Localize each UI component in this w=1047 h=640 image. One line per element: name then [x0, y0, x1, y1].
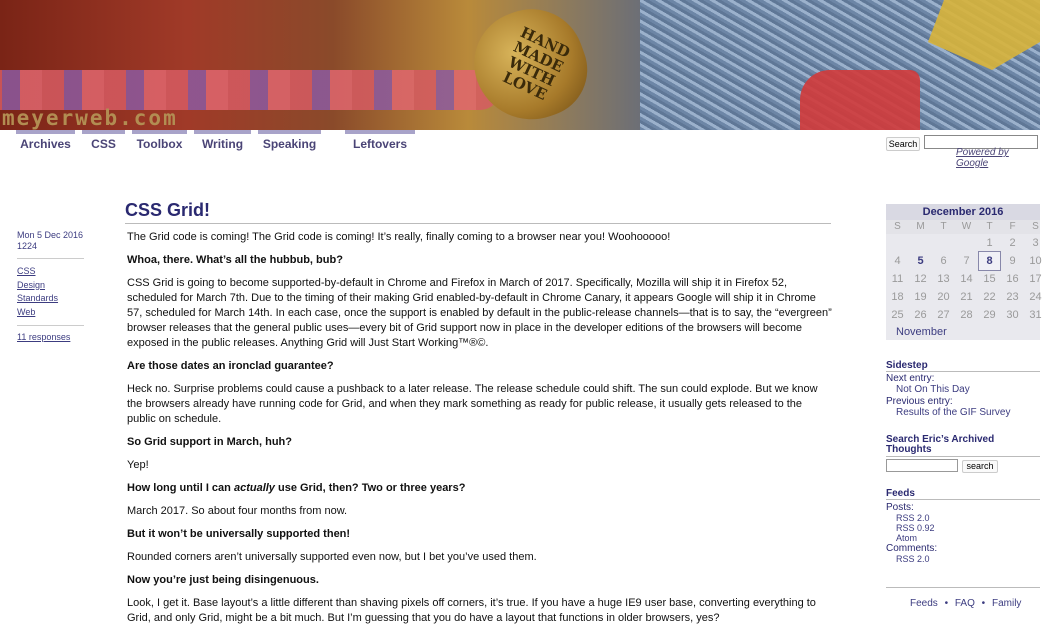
- calendar: [886, 204, 1040, 340]
- footer-separator: •: [981, 598, 986, 609]
- question-heading: Now you’re just being disingenuous.: [127, 574, 319, 586]
- nav-css[interactable]: CSS: [82, 130, 125, 154]
- question-heading: But it won’t be universally supported then!: [127, 528, 351, 540]
- calendar-day: 15: [983, 273, 996, 285]
- question-heading: Are those dates an ironclad guarantee?: [127, 360, 334, 372]
- comments-label: Comments:: [886, 543, 938, 554]
- weekday: S: [894, 221, 901, 232]
- paragraph: Yep!: [127, 459, 149, 471]
- archive-search-input[interactable]: [886, 459, 958, 472]
- feed-link-atom[interactable]: Atom: [896, 533, 918, 543]
- paragraph: CSS Grid is going to become supported-by-default in Chrome and Firefox in March of 2017. Specifically, Mozilla will ship it in Firefox 52, scheduled for March 7th. Due to the timing of their making Grid enabled-by-default in Chrome Canary, it appears Google will ship it in Chrome 57, scheduled for March 14th. In each case, once the support is enabled by default in the public-release channels—that is to say, the “evergreen” browser releases that the general public uses—every bit of Grid support now in place in the developer editions of the browsers will become exposed in the public releases. Anything Grid will Just Start Working™®©.: [127, 277, 832, 349]
- calendar-day: 24: [1029, 291, 1042, 303]
- calendar-day: 20: [937, 291, 950, 303]
- calendar-day: 14: [960, 273, 973, 285]
- feed-link-rss092[interactable]: RSS 0.92: [896, 523, 935, 533]
- site-banner: [0, 0, 1040, 130]
- comments-feed-link[interactable]: RSS 2.0: [896, 554, 930, 564]
- banner-heart-tag: [460, 0, 601, 135]
- post-time: 1224: [17, 241, 38, 251]
- calendar-prev-month[interactable]: November: [896, 326, 947, 338]
- calendar-day: 16: [1006, 273, 1019, 285]
- question-text: use Grid, then? Two or three years?: [274, 482, 466, 494]
- nav-archives[interactable]: Archives: [16, 130, 75, 154]
- calendar-day: 28: [960, 309, 973, 321]
- prev-entry-link[interactable]: Results of the GIF Survey: [896, 407, 1011, 418]
- meta-divider: [17, 258, 84, 259]
- sidebar-divider: [886, 371, 1040, 372]
- calendar-day: 1: [986, 237, 993, 249]
- category-link[interactable]: Design: [17, 279, 46, 290]
- question-heading: Whoa, there. What’s all the hubbub, bub?: [127, 254, 343, 266]
- calendar-day: 25: [891, 309, 904, 321]
- emphasis: actually: [233, 482, 275, 494]
- calendar-day: 31: [1029, 309, 1042, 321]
- tag-text: HAND MADE WITH LOVE: [500, 23, 573, 104]
- site-logo[interactable]: meyerweb.com: [2, 106, 178, 130]
- weekday: T: [986, 221, 993, 232]
- sidebar-divider: [886, 499, 1040, 500]
- footer-links: [910, 598, 1021, 609]
- calendar-week: [886, 270, 1040, 288]
- calendar-day-link[interactable]: 5: [917, 255, 924, 267]
- calendar-day: 27: [937, 309, 950, 321]
- sidestep-heading: Sidestep: [886, 360, 928, 371]
- category-link[interactable]: CSS: [17, 266, 36, 276]
- calendar-day: 12: [914, 273, 927, 285]
- weekday: S: [1032, 221, 1039, 232]
- calendar-day: 11: [891, 273, 904, 285]
- paragraph: Heck no. Surprise problems could cause a pushback to a later release. The release schedule could shift. The sun could explode. But we know the browsers already have running code for Grid, and when they mark something as ready for public release, it usually gets released to the public on schedule.: [127, 383, 818, 425]
- nav-leftovers[interactable]: Leftovers: [345, 130, 415, 154]
- title-divider: [125, 223, 831, 224]
- paragraph: Look, I get it. Base layout’s a little different than shaving pixels off corners, it’s true. If you have a huge IE9 user base, converting everything to Grid, and only Grid, might be a bit much. But I’m guessing that you do have a layout that functions in older browsers, yes?: [127, 597, 816, 624]
- footer-family-link[interactable]: Family: [991, 598, 1022, 609]
- archive-search-heading: Search Eric’s Archived Thoughts: [886, 434, 995, 455]
- feed-link-rss20[interactable]: RSS 2.0: [896, 513, 930, 523]
- calendar-week: [886, 288, 1040, 306]
- nav-writing[interactable]: Writing: [194, 130, 251, 154]
- calendar-day: 6: [940, 255, 947, 267]
- calendar-day: 19: [914, 291, 927, 303]
- responses-link[interactable]: 11 responses: [17, 332, 71, 342]
- paragraph: The Grid code is coming! The Grid code is coming! It’s really, finally coming to a browser near you! Woohooooo!: [127, 231, 671, 243]
- calendar-day: 7: [963, 255, 970, 267]
- paragraph: March 2017. So about four months from now.: [127, 505, 348, 517]
- nav-toolbox[interactable]: Toolbox: [132, 130, 187, 154]
- posts-label: Posts:: [886, 502, 914, 513]
- calendar-day: 30: [1006, 309, 1019, 321]
- weekday: W: [961, 221, 972, 232]
- post-date: Mon 5 Dec 2016: [17, 230, 84, 240]
- calendar-day: 13: [937, 273, 950, 285]
- calendar-day-today: 8: [979, 252, 1000, 270]
- footer-feeds-link[interactable]: Feeds: [910, 598, 938, 609]
- question-text: How long until I can: [127, 482, 234, 494]
- calendar-month[interactable]: December 2016: [886, 204, 1040, 220]
- post-body: [127, 230, 833, 626]
- calendar-day: 21: [960, 291, 973, 303]
- calendar-day: 2: [1009, 237, 1016, 249]
- sidebar-divider: [886, 456, 1040, 457]
- banner-bracelet: [0, 70, 500, 110]
- calendar-day: 10: [1029, 255, 1042, 267]
- paragraph: Rounded corners aren’t universally supported even now, but I bet you’ve used them.: [127, 551, 537, 563]
- question-heading: So Grid support in March, huh?: [127, 436, 292, 448]
- next-entry-label: Next entry:: [886, 373, 935, 384]
- weekday: T: [940, 221, 947, 232]
- calendar-week: [886, 234, 1040, 252]
- search-button[interactable]: Search: [886, 137, 920, 151]
- calendar-day: 17: [1029, 273, 1042, 285]
- banner-decoration: [800, 70, 920, 130]
- calendar-weekdays: [886, 220, 1040, 234]
- category-link[interactable]: Standards: [17, 293, 59, 303]
- calendar-day: 3: [1032, 237, 1039, 249]
- powered-by-google-link[interactable]: Powered by Google: [956, 147, 1009, 169]
- archive-search-button[interactable]: search: [962, 460, 998, 473]
- calendar-day: 26: [914, 309, 927, 321]
- category-link[interactable]: Web: [17, 306, 36, 317]
- calendar-day: 22: [983, 291, 996, 303]
- calendar-week: [886, 252, 1040, 270]
- weekday: F: [1009, 221, 1016, 232]
- next-entry-link[interactable]: Not On This Day: [896, 384, 970, 395]
- footer-faq-link[interactable]: FAQ: [954, 598, 975, 609]
- weekday: M: [916, 221, 925, 232]
- calendar-day: 18: [891, 291, 904, 303]
- post-meta: [17, 230, 112, 342]
- feeds-heading: Feeds: [886, 488, 915, 499]
- meta-divider: [17, 325, 84, 326]
- nav-speaking[interactable]: Speaking: [258, 130, 321, 154]
- question-heading: [127, 481, 833, 496]
- post-title[interactable]: CSS Grid!: [125, 200, 211, 220]
- calendar-day: 23: [1006, 291, 1019, 303]
- calendar-day: 9: [1009, 255, 1016, 267]
- sidebar-divider: [886, 587, 1040, 588]
- calendar-day: 29: [983, 309, 996, 321]
- calendar-day: 4: [894, 255, 901, 267]
- footer-separator: •: [944, 598, 949, 609]
- prev-entry-label: Previous entry:: [886, 396, 953, 407]
- calendar-week: [886, 306, 1040, 324]
